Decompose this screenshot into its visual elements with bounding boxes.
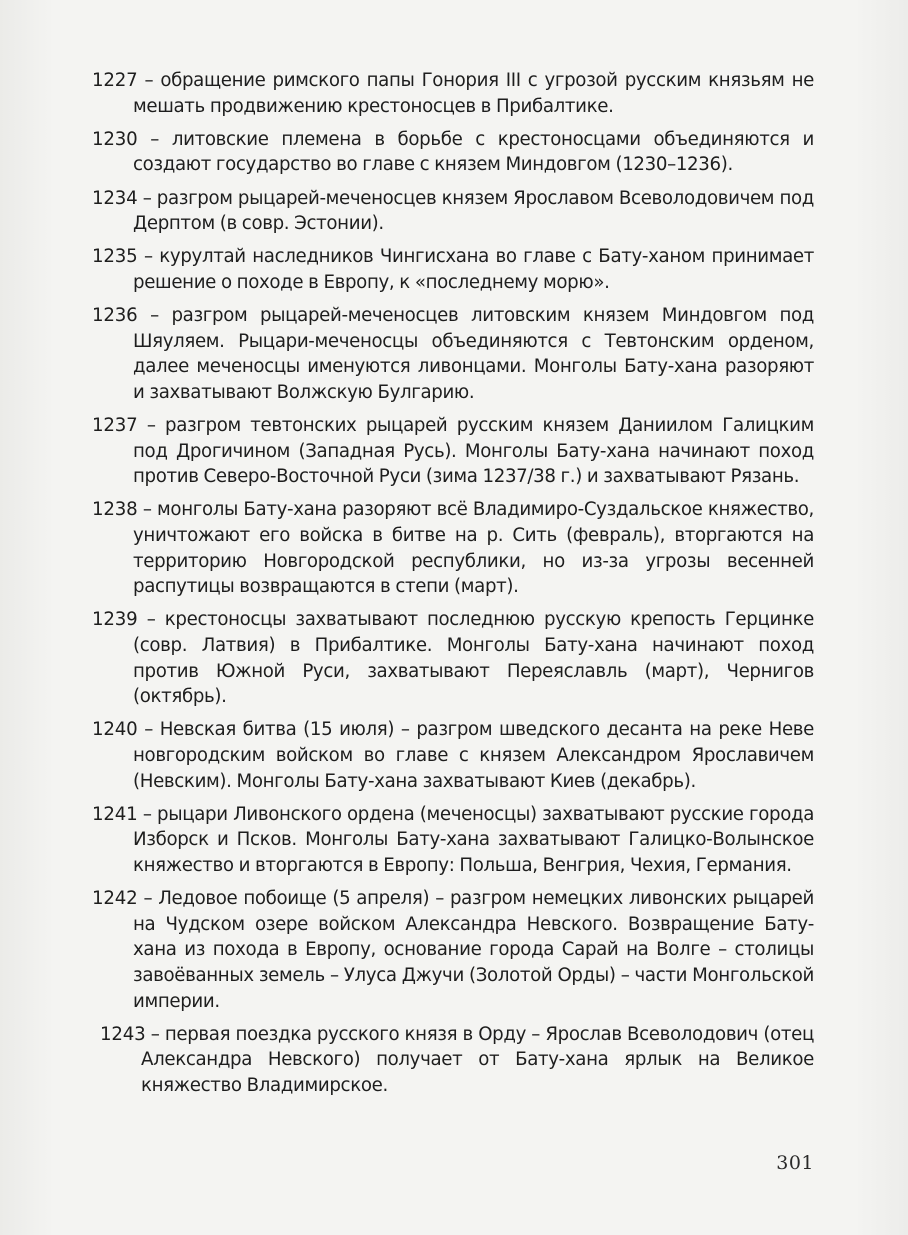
chronology-entry-1243 [100,1022,814,1099]
chronology-entry-1239 [92,607,814,709]
chronology-list [92,68,814,1106]
entry-year: 1234 [92,187,138,209]
entry-year: 1239 [92,609,138,631]
entry-year: 1230 [92,128,138,150]
entry-year: 1240 [92,719,138,741]
chronology-entry-1240 [92,717,814,794]
entry-year: 1237 [92,415,138,437]
entry-year: 1238 [92,499,138,521]
chronology-entry-1238 [92,497,814,599]
entry-text: – рыцари Ливонского ордена (меченосцы) захватывают русские города Изборск и Псков. Монголы Бату-хана захватывают Галицко-Волынское княжество и вторгаются в Европу: Польша, Венгрия, Чехия, Германия. [133,803,814,876]
chronology-entry-1227 [92,68,814,119]
chronology-entry-1237 [92,413,814,490]
entry-year: 1235 [92,246,138,268]
page-number: 301 [776,1152,814,1174]
chronology-entry-1241 [92,802,814,879]
chronology-entry-1235 [92,244,814,295]
entry-text: – разгром тевтонских рыцарей русским князем Даниилом Галицким под Дрогичином (Западная Русь). Монголы Бату-хана начинают поход против Северо-Восточной Руси (зима 1237/38 г.) и захватывают Рязань. [133,415,814,488]
entry-year: 1243 [100,1023,146,1045]
entry-text: – первая поездка русского князя в Орду – Ярослав Всеволодович (отец Александра Невского) получает от Бату-хана ярлык на Великое княжество Владимирское. [141,1023,814,1096]
chronology-entry-1236 [92,303,814,405]
entry-text: – Невская битва (15 июля) – разгром шведского десанта на реке Неве новгородским войском во главе с князем Александром Ярославичем (Невским). Монголы Бату-хана захватывают Киев (декабрь). [133,719,814,792]
entry-text: – Ледовое побоище (5 апреля) – разгром немецких ливонских рыцарей на Чудском озере войском Александра Невского. Возвращение Бату-хана из похода в Европу, основание города Сарай на Волге – столицы завоёванных земель – Улуса Джучи (Золотой Орды) – части Монгольской империи. [133,888,814,1012]
entry-text: – крестоносцы захватывают последнюю русскую крепость Герцинке (совр. Латвия) в Прибалтике. Монголы Бату-хана начинают поход против Южной Руси, захватывают Переяславль (март), Чернигов (октябрь). [133,609,814,708]
entry-year: 1227 [92,70,138,91]
chronology-entry-1234 [92,186,814,237]
entry-year: 1242 [92,888,138,910]
entry-text: – разгром рыцарей-меченосцев литовским князем Миндовгом под Шяуляем. Рыцари-меченосцы объединяются с Тевтонским орденом, далее меченосцы именуются ливонцами. Монголы Бату-хана разоряют и захватывают Волжскую Булгарию. [133,305,814,403]
chronology-entry-1242 [92,886,814,1014]
entry-text: – разгром рыцарей-меченосцев князем Ярославом Всеволодовичем под Дерптом (в совр. Эстонии). [133,187,814,235]
entry-text: – обращение римского папы Гонория III с угрозой русским князьям не мешать продвижению крестоносцев в Прибалтике. [133,70,814,117]
entry-text: – монголы Бату-хана разоряют всё Владимиро-Суздальское княжество, уничтожают его войска в битве на р. Сить (февраль), вторгаются на территорию Новгородской республики, но из-за угрозы весенней распутицы возвращаются в степи (март). [133,499,814,598]
entry-text: – курултай наследников Чингисхана во главе с Бату-ханом принимает решение о походе в Европу, к «последнему морю». [133,246,814,293]
entry-text: – литовские племена в борьбе с крестоносцами объединяются и создают государство во главе с князем Миндовгом (1230–1236). [133,128,814,176]
entry-year: 1236 [92,305,138,327]
entry-year: 1241 [92,803,138,825]
chronology-entry-1230 [92,127,814,178]
